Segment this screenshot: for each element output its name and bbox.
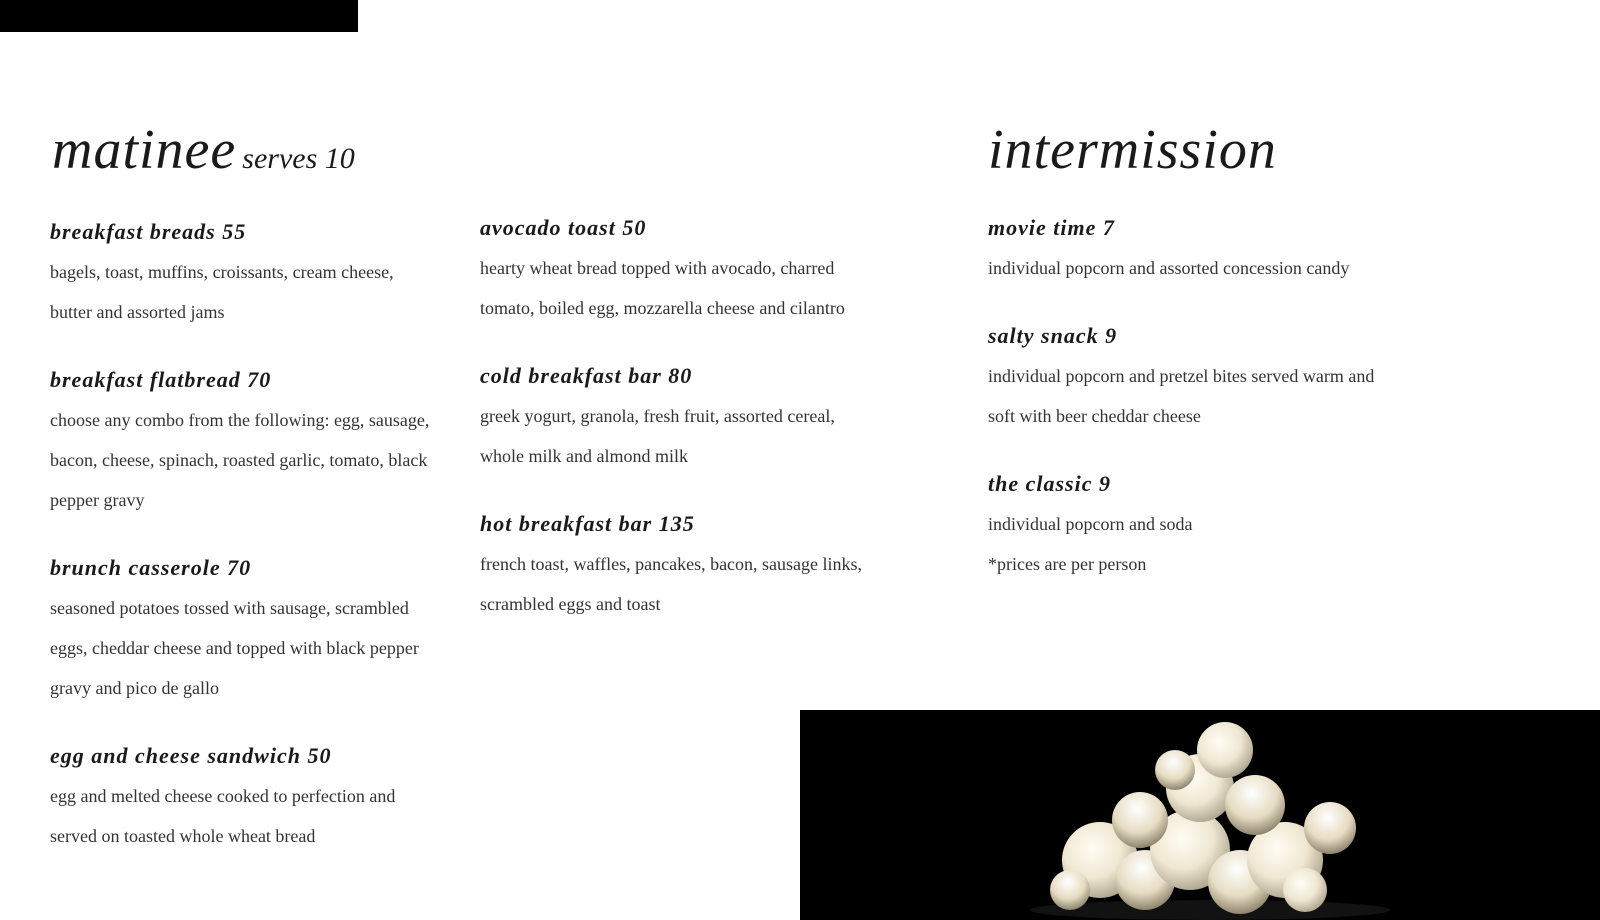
popcorn-illustration <box>800 710 1600 920</box>
intermission-heading <box>988 118 1277 182</box>
item-description: individual popcorn and assorted concession candy <box>988 258 1350 278</box>
matinee-title: matinee <box>52 119 237 181</box>
matinee-middle-column <box>480 214 880 624</box>
price-note: *prices are per person <box>988 554 1147 574</box>
item-name: movie time 7 <box>988 215 1115 240</box>
menu-item <box>988 214 1378 288</box>
item-name: breakfast flatbread 70 <box>50 367 272 392</box>
matinee-subtitle: serves 10 <box>242 142 355 175</box>
top-accent-bar <box>0 0 358 32</box>
popcorn-photo <box>800 710 1600 920</box>
item-name: cold breakfast bar 80 <box>480 363 693 388</box>
item-description: french toast, waffles, pancakes, bacon, sausage links, scrambled eggs and toast <box>480 554 863 614</box>
menu-item <box>988 322 1378 436</box>
matinee-heading <box>52 118 355 182</box>
popcorn-kernels <box>1050 722 1356 914</box>
item-description: individual popcorn and soda <box>988 514 1193 534</box>
item-description: egg and melted cheese cooked to perfection and served on toasted whole wheat bread <box>50 786 396 846</box>
menu-item <box>480 510 880 624</box>
item-name: salty snack 9 <box>988 323 1118 348</box>
item-name: avocado toast 50 <box>480 215 647 240</box>
intermission-title: intermission <box>988 119 1277 181</box>
item-name: egg and cheese sandwich 50 <box>50 743 332 768</box>
menu-item <box>50 366 440 520</box>
item-name: breakfast breads 55 <box>50 219 247 244</box>
item-description: individual popcorn and pretzel bites served warm and soft with beer cheddar cheese <box>988 366 1375 426</box>
item-description: greek yogurt, granola, fresh fruit, assorted cereal, whole milk and almond milk <box>480 406 835 466</box>
menu-item <box>50 554 440 708</box>
item-name: brunch casserole 70 <box>50 555 252 580</box>
item-name: hot breakfast bar 135 <box>480 511 695 536</box>
menu-item <box>480 214 880 328</box>
menu-item <box>480 362 880 476</box>
menu-item <box>50 218 440 332</box>
item-description: hearty wheat bread topped with avocado, charred tomato, boiled egg, mozzarella cheese and cilantro <box>480 258 845 318</box>
item-name: the classic 9 <box>988 471 1111 496</box>
item-description: seasoned potatoes tossed with sausage, scrambled eggs, cheddar cheese and topped with black pepper gravy and pico de gallo <box>50 598 419 698</box>
item-description: bagels, toast, muffins, croissants, cream cheese, butter and assorted jams <box>50 262 394 322</box>
intermission-column <box>988 214 1378 584</box>
menu-item <box>988 470 1378 584</box>
item-description: choose any combo from the following: egg, sausage, bacon, cheese, spinach, roasted garlic, tomato, black pepper gravy <box>50 410 430 510</box>
matinee-left-column <box>50 218 440 856</box>
menu-item <box>50 742 440 856</box>
